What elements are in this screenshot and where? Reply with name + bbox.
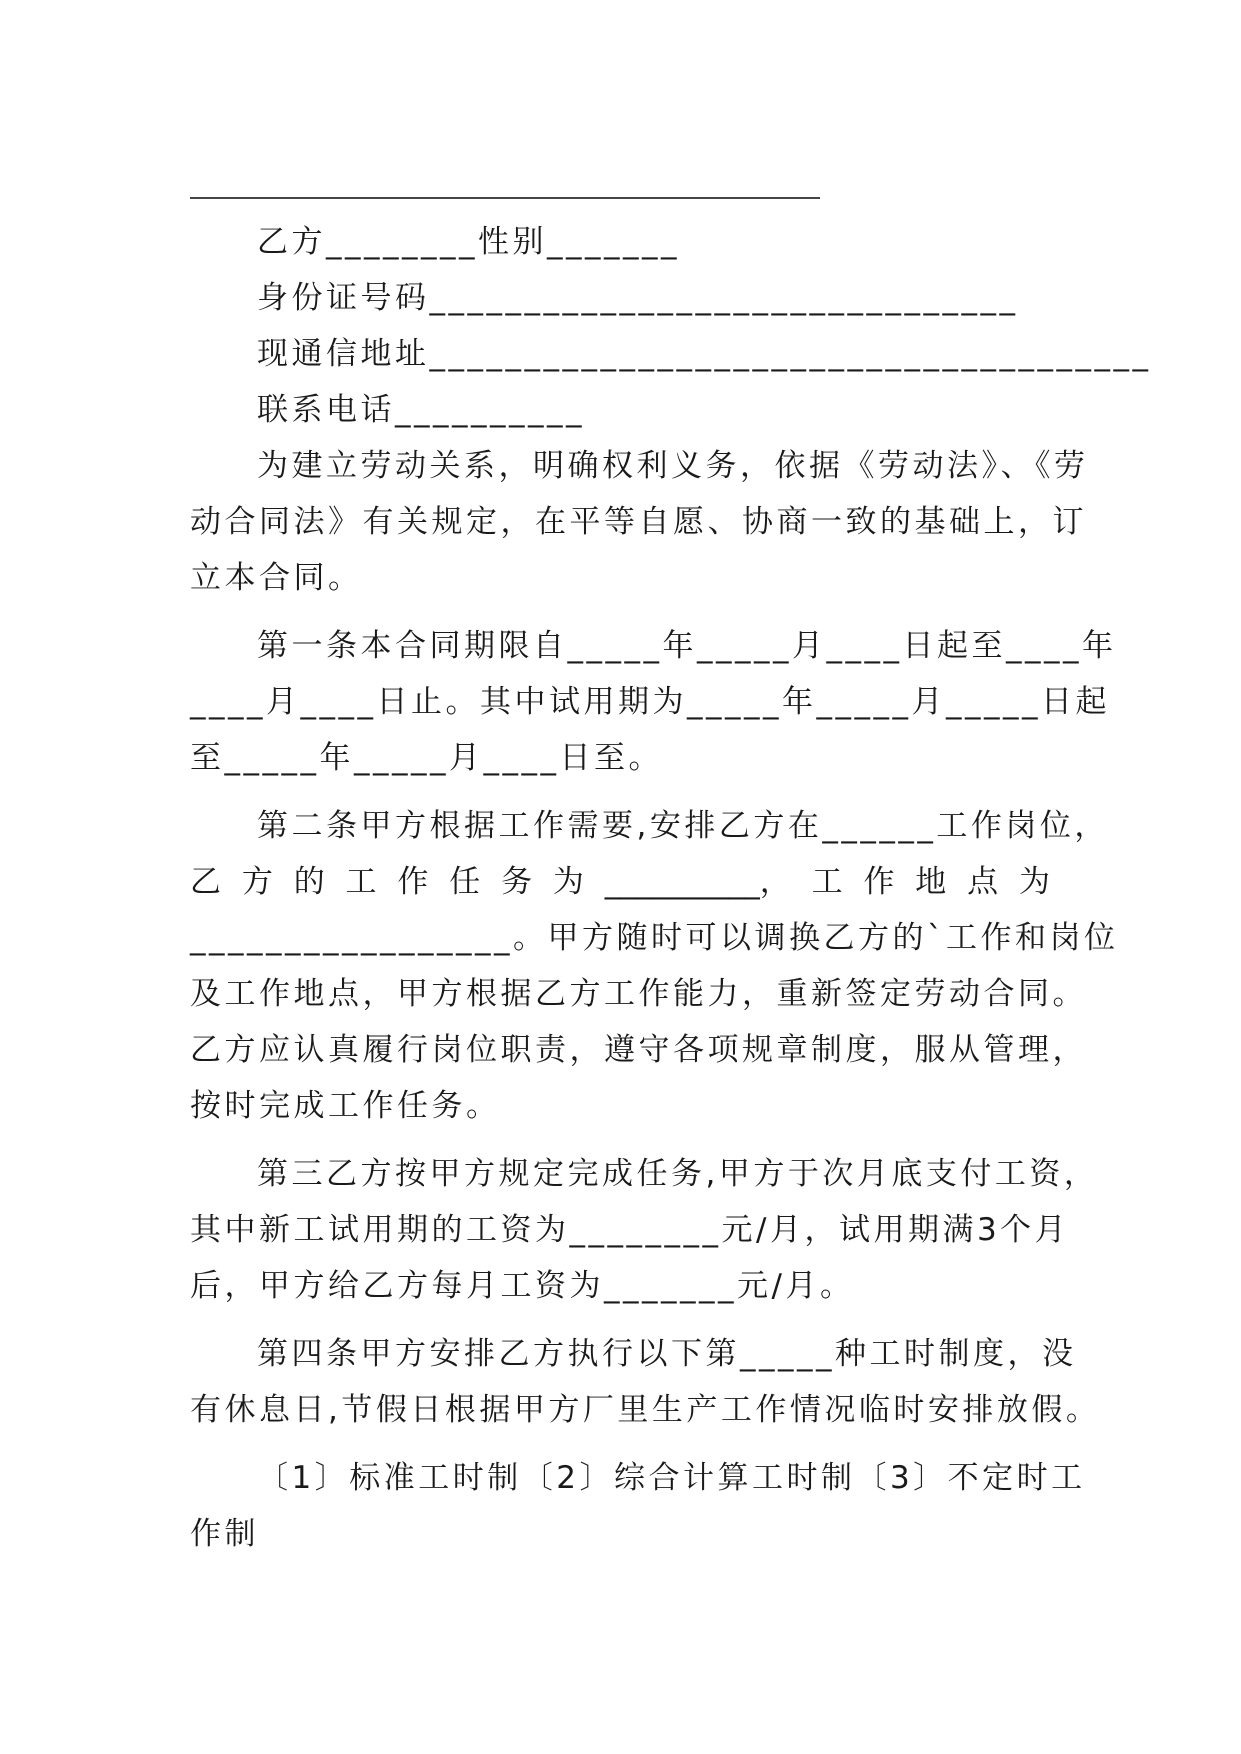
- justified-char: 作: [863, 864, 895, 900]
- work-hour-options-line-2: 作制: [190, 1516, 259, 1552]
- justified-char: 的: [293, 864, 325, 900]
- article-3-line-2: 其中新工试用期的工资为________元/月，试用期满3个月: [190, 1212, 1070, 1248]
- article-2-line-3: _________________。甲方随时可以调换乙方的`工作和岗位: [190, 920, 1119, 956]
- article-2-line-6: 按时完成工作任务。: [190, 1088, 501, 1124]
- justified-char: 任: [449, 864, 481, 900]
- article-4-line-1: 第四条甲方安排乙方执行以下第_____种工时制度，没: [257, 1336, 1077, 1372]
- preamble-line-2: 动合同法》有关规定，在平等自愿、协商一致的基础上，订: [190, 504, 1087, 540]
- justified-char: 方: [241, 864, 273, 900]
- article-2-line-4: 及工作地点，甲方根据乙方工作能力，重新签定劳动合同。: [190, 976, 1087, 1012]
- article-3-line-3: 后，甲方给乙方每月工资为_______元/月。: [190, 1268, 855, 1304]
- justified-char: 为: [1018, 864, 1050, 900]
- justified-char: 为: [552, 864, 584, 900]
- justified-char: 作: [397, 864, 429, 900]
- party-b-line: 乙方________性别_______: [257, 224, 680, 260]
- justified-char: 务: [501, 864, 533, 900]
- article-1-line-3: 至_____年_____月____日至。: [190, 740, 663, 776]
- work-hour-options-line-1: 〔1〕标准工时制〔2〕综合计算工时制〔3〕不定时工: [257, 1460, 1086, 1496]
- article-2-line-5: 乙方应认真履行岗位职责，遵守各项规章制度，服从管理，: [190, 1032, 1087, 1068]
- preamble-line-1: 为建立劳动关系，明确权利义务，依据《劳动法》、《劳: [257, 448, 1089, 484]
- justified-char: 地: [915, 864, 947, 900]
- phone-line: 联系电话__________: [257, 392, 585, 428]
- id-number-line: 身份证号码_______________________________: [257, 280, 1019, 316]
- justified-char: 乙: [190, 864, 221, 900]
- article-1-line-1: 第一条本合同期限自_____年_____月____日起至____年: [257, 628, 1117, 664]
- article-2-line-2: [190, 862, 1050, 902]
- address-line: 现通信地址______________________________________: [257, 336, 1152, 372]
- article-3-line-1: 第三乙方按甲方规定完成任务,甲方于次月底支付工资，: [257, 1156, 1099, 1192]
- preamble-line-3: 立本合同。: [190, 560, 363, 596]
- article-2-line-1: 第二条甲方根据工作需要,安排乙方在______工作岗位，: [257, 808, 1109, 844]
- article-1-line-2: ____月____日止。其中试用期为_____年_____月_____日起: [190, 684, 1110, 720]
- justified-char: 点: [967, 864, 999, 900]
- article-4-line-2: 有休息日,节假日根据甲方厂里生产工作情况临时安排放假。: [190, 1392, 1101, 1428]
- top-rule: [190, 197, 820, 199]
- justified-blank: __________，: [604, 864, 791, 900]
- justified-char: 工: [811, 864, 843, 900]
- justified-char: 工: [345, 864, 377, 900]
